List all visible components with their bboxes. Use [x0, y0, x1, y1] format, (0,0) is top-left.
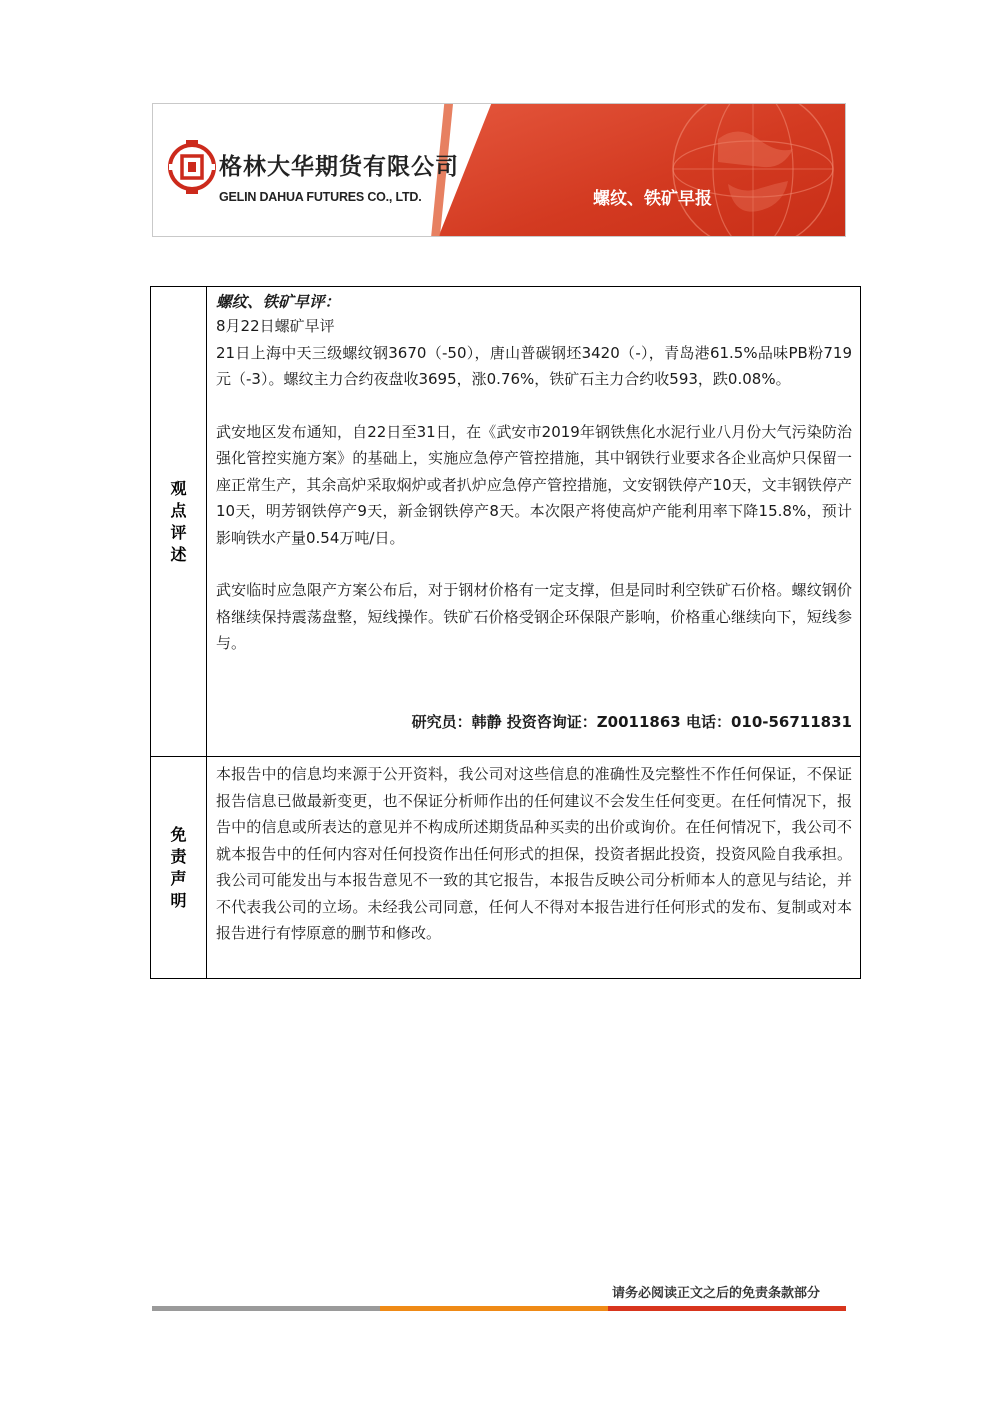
disclaimer-row	[151, 757, 861, 979]
company-name-en: GELIN DAHUA FUTURES CO., LTD.	[219, 190, 422, 204]
globe-icon	[658, 103, 846, 237]
disclaimer-section-label: 免责声明	[170, 824, 187, 910]
views-paragraph-2: 武安地区发布通知，自22日至31日，在《武安市2019年钢铁焦化水泥行业八月份大气污染防治强化管控实施方案》的基础上，实施应急停产管控措施，其中钢铁行业要求各企业高炉只保留一座正常生产，其余高炉采取焖炉或者扒炉应急停产管控措施，文安钢铁停产10天，文丰钢铁停产10天，明芳钢铁停产9天，新金钢铁停产8天。本次限产将使高炉产能利用率下降15.8%，预计影响铁水产量0.54万吨/日。	[216, 422, 852, 547]
views-content-cell	[207, 287, 861, 757]
report-table	[150, 286, 861, 979]
company-logo-icon	[167, 138, 217, 196]
header-banner	[152, 103, 846, 237]
views-paragraph-1: 21日上海中天三级螺纹钢3670（-50），唐山普碳钢坯3420（-），青岛港61.5%品味PB粉719元（-3）。螺纹主力合约夜盘收3695，涨0.76%，铁矿石主力合约收593，跌0.08%。	[216, 343, 852, 388]
report-title: 螺纹、铁矿早报	[593, 189, 712, 209]
footer-bar-grey	[152, 1306, 380, 1311]
views-label-cell	[151, 287, 207, 757]
disclaimer-text: 本报告中的信息均来源于公开资料，我公司对这些信息的准确性及完整性不作任何保证，不保证报告信息已做最新变更，也不保证分析师作出的任何建议不会发生任何变更。在任何情况下，报告中的信息或所表达的意见并不构成所述期货品种买卖的出价或询价。在任何情况下，我公司不就本报告中的任何内容对任何投资作出任何形式的担保，投资者据此投资，投资风险自我承担。我公司可能发出与本报告意见不一致的其它报告，本报告反映公司分析师本人的意见与结论，并不代表我公司的立场。未经我公司同意，任何人不得对本报告进行任何形式的发布、复制或对本报告进行有悖原意的删节和修改。	[216, 765, 852, 942]
views-row	[151, 287, 861, 757]
footer-note: 请务必阅读正文之后的免责条款部分	[612, 1286, 821, 1301]
footer-bar-red	[608, 1306, 846, 1311]
views-heading: 螺纹、铁矿早评：	[216, 293, 341, 311]
analyst-signature: 研究员：韩静 投资咨询证：Z0011863 电话：010-56711831	[411, 712, 852, 731]
views-paragraph-3: 武安临时应急限产方案公布后，对于钢材价格有一定支撑，但是同时利空铁矿石价格。螺纹钢价格继续保持震荡盘整，短线操作。铁矿石价格受钢企环保限产影响，价格重心继续向下，短线参与。	[216, 581, 852, 652]
disclaimer-label-cell	[151, 757, 207, 979]
disclaimer-content-cell	[207, 757, 861, 979]
views-date-line: 8月22日螺矿早评	[216, 317, 335, 335]
views-section-label: 观点评述	[170, 478, 187, 564]
company-name-cn: 格林大华期货有限公司	[219, 154, 459, 180]
footer-bar-orange	[380, 1306, 608, 1311]
